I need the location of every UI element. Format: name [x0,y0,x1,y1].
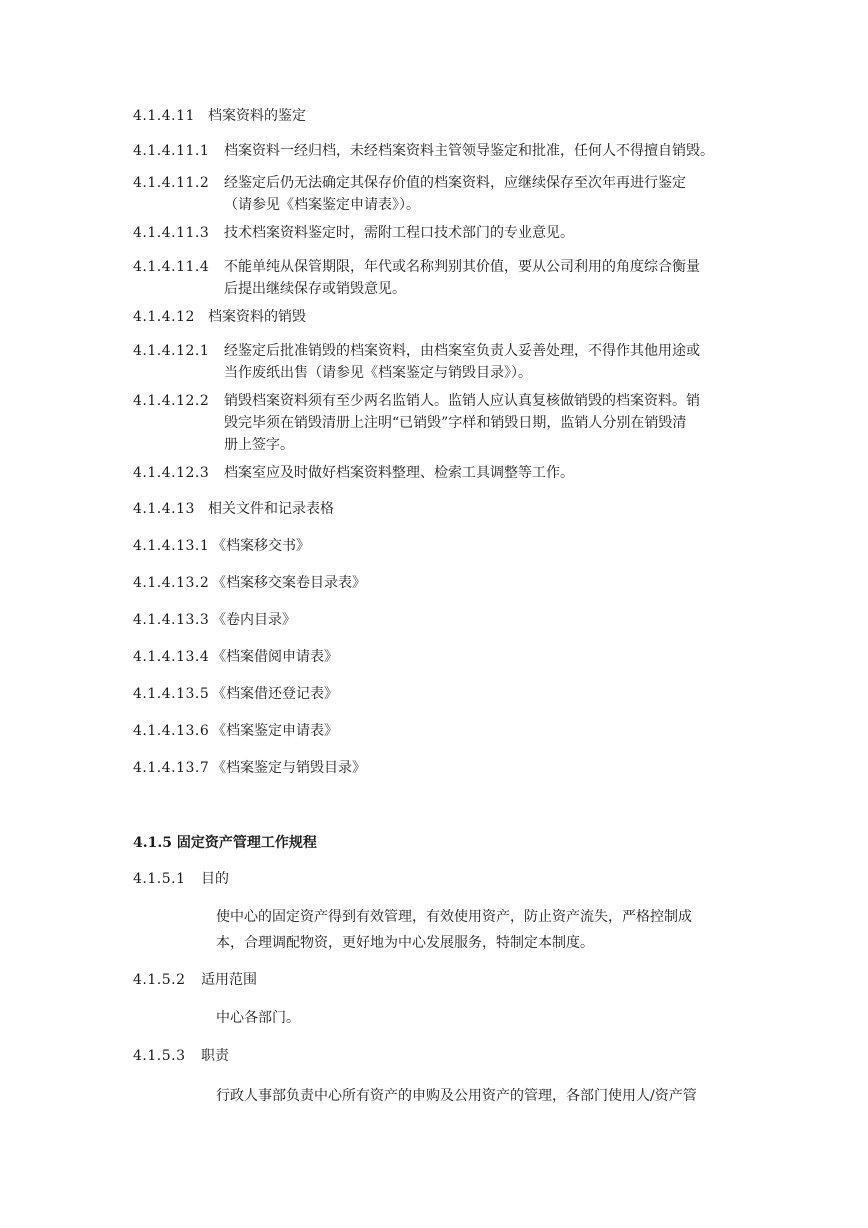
section-heading: 4.1.5 固定资产管理工作规程 [133,835,317,851]
item-number: 4.1.4.11 [133,108,195,124]
item-text: 《档案鉴定与销毁目录》 [212,760,366,776]
item-text: 后提出继续保存或销毁意见。 [224,281,406,297]
item-text: 销毁档案资料须有至少两名监销人。监销人应认真复核做销毁的档案资料。销 [224,393,700,409]
item-text: 当作废纸出售（请参见《档案鉴定与销毁目录》）。 [224,365,532,381]
item-number: 4.1.4.12.3 [133,465,210,481]
item-text: 档案室应及时做好档案资料整理、检索工具调整等工作。 [224,465,574,481]
subsection-number: 4.1.5.3 [133,1048,186,1064]
subsection-number: 4.1.5.2 [133,972,186,988]
item-number: 4.1.4.13.5 [133,686,210,702]
item-number: 4.1.4.13.2 [133,575,210,591]
item-text: 册上签字。 [224,437,294,453]
subsection-body: 使中心的固定资产得到有效管理，有效使用资产，防止资产流失，严格控制成 [216,909,692,925]
subsection-title: 目的 [201,871,229,887]
subsection-title: 职责 [201,1048,229,1064]
item-number: 4.1.4.11.3 [133,225,210,241]
subsection-body: 中心各部门。 [216,1010,300,1026]
item-text: 《档案借还登记表》 [212,686,338,702]
item-text: （请参见《档案鉴定申请表》）。 [224,197,420,213]
item-text: 相关文件和记录表格 [208,501,334,517]
item-text: 经鉴定后批准销毁的档案资料，由档案室负责人妥善处理，不得作其他用途或 [224,343,700,359]
item-text: 《档案鉴定申请表》 [212,723,338,739]
item-number: 4.1.4.11.4 [133,259,210,275]
item-text: 技术档案资料鉴定时，需附工程口技术部门的专业意见。 [224,225,574,241]
item-number: 4.1.4.13 [133,501,195,517]
subsection-number: 4.1.5.1 [133,871,186,887]
item-text: 档案资料一经归档，未经档案资料主管领导鉴定和批准，任何人不得擅自销毁。 [224,143,714,159]
item-text: 档案资料的销毁 [208,309,306,325]
item-number: 4.1.4.13.7 [133,760,210,776]
item-number: 4.1.4.13.1 [133,538,210,554]
subsection-body: 本，合理调配物资，更好地为中心发展服务，特制定本制度。 [216,935,594,951]
item-text: 《档案移交书》 [212,538,310,554]
item-number: 4.1.4.13.3 [133,612,210,628]
item-text: 《档案借阅申请表》 [212,649,338,665]
item-text: 《档案移交案卷目录表》 [212,575,366,591]
item-text: 毁完毕须在销毁清册上注明“已销毁”字样和销毁日期，监销人分别在销毁清 [224,415,687,431]
item-text: 《卷内目录》 [212,612,296,628]
item-number: 4.1.4.11.2 [133,175,210,191]
item-number: 4.1.4.12 [133,309,195,325]
item-number: 4.1.4.12.1 [133,343,210,359]
item-text: 档案资料的鉴定 [208,108,306,124]
item-text: 不能单纯从保管期限，年代或名称判别其价值，要从公司利用的角度综合衡量 [224,259,700,275]
subsection-title: 适用范围 [201,972,257,988]
item-number: 4.1.4.13.6 [133,723,210,739]
item-number: 4.1.4.13.4 [133,649,210,665]
subsection-body: 行政人事部负责中心所有资产的申购及公用资产的管理，各部门使用人/资产管 [216,1088,697,1104]
item-number: 4.1.4.12.2 [133,393,210,409]
item-text: 经鉴定后仍无法确定其保存价值的档案资料，应继续保存至次年再进行鉴定 [224,175,686,191]
item-number: 4.1.4.11.1 [133,143,210,159]
